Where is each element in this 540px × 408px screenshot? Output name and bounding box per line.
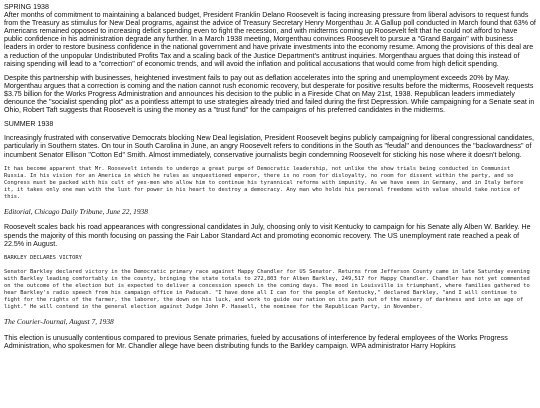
section-heading-summer: SUMMER 1938 — [4, 120, 54, 129]
section-heading-spring: SPRING 1938 — [4, 3, 49, 11]
paragraph-spring-1: After months of commitment to maintaining a balanced budget, President Franklin Delano Roosevelt is facing increasing pressure from liberal advisors to request funds from the Treasury as stimulus for New Deal programs, against the advice of Treasury Secretary Henry Morgenthau Jr. A Gallup poll conducted in March found that 63% of Americans remained opposed to increasing deficit spending even to fight the recession, and with midterms coming up Roosevelt felt that he could not afford to have public confidence in his administration degrade any further. In a March 1938 meeting, Morgenthau convinces Roosevelt to pursue a "Grand Bargain" with business leaders in order to restore business confidence in the national government and have private investments into the economy resume. Among the provisions of this deal are a reduction of the unpopular Undistributed Profits Tax and a scaling back of the Justice Department's antitrust inquiries. Morgenthau argues that doing this instead of raising spending will lead to a "correction" of economic trends, and will avoid the inflation and political accusations that would come from high deficit spending. — [4, 11, 536, 68]
paragraph-summer-2: Roosevelt scales back his road appearances with congressional candidates in July, choosing only to visit Kentucky to campaign for his Senate ally Alben W. Barkley. He spends the majority of this month focusing on passing the Fair Labor Standard Act and promoting economic recovery. The US unemployment rate reached a peak of 22.5% in August. — [4, 223, 531, 248]
paragraph-summer-1: Increasingly frustrated with conservative Democrats blocking New Deal legislation, President Roosevelt begins publicly campaigning for liberal congressional candidates, particularly in Southern states. On tour in South Carolina in June, an angry Roosevelt refers to conditions in the South as "feudal" and denounces the "backwardness" of incumbent Senator Ellison "Cotton Ed" Smith. Almost immediately, conservative journalists begin condemning Roosevelt for sticking his nose where it doesn't belong. — [4, 134, 534, 159]
quote-courier-journal: Senator Barkley declared victory in the Democratic primary race against Happy Chandler for US Senator. Returns from Jefferson County came in late Saturday evening with Barkley leading comfortably in the county, bringing the state totals to 272,803 for Alben Barkley, 249,517 for Happy Chandler. Chandler has not yet commented on the outcome of the election but is expected to deliver a concession speech in the coming days. The mood in Louisville is triumphant, where families gathered to hear Barkley's radio speech from his campaign office in Paducah. "I have done all I can for the people of Kentucky," declared Barkley, "and I will continue to fight for the rights of the farmer, the laborer, the down on his luck, and work to guide our nation on its path out of the misery of darkness and into an age of light." He will contend in the general election against Judge John P. Haswell, the nominee for the Republican Party, in November. — [4, 268, 530, 311]
quote-tribune-editorial: It has become apparent that Mr. Roosevelt intends to undergo a great purge of Democratic leadership, not unlike the show trials being conducted in Communist Russia. In his vision for an America in which he rules as unquestioned emperor, there is no room for disloyalty, no room for dissent within the party, and so Congress must be packed with his cult of yes-men who allow him to continue his tyrannical reforms with impunity. As we have seen in Germany, and in Italy before it, it takes only one man with the lust for power in his heart to destroy a democracy. Any man who holds his personal freedoms with value should take notice of this. — [4, 165, 524, 200]
headline-barkley: BARKLEY DECLARES VICTORY — [4, 254, 82, 261]
paragraph-spring-2: Despite this partnership with businesses, heightened investment fails to pay out as deflation accelerates into the spring and unemployment exceeds 20% by May. Morgenthau argues that a correction is coming and the nation cannot rush economic recovery, but desperate for positive results before the midterms, Roosevelt requests $3.75 billion for the Works Progress Administration and announces his decision to the public in a Fireside Chat on May 21st, 1938. Republican leaders immediately denounce the "socialist spending plot" as a pointless attempt to use strategies already tried and failed during the first Depression. While campaigning for a Senate seat in Ohio, Robert Taft suggests that Roosevelt is using the money as a "trust fund" for the campaigns of his preferred candidates in the midterms. — [4, 73, 535, 115]
paragraph-summer-3: This election is unusually contentious compared to previous Senate primaries, fueled by accusations of interference by federal employees of the Works Progress Administration, who spokesmen for Mr. Chandler allege have been distributing funds to the Barkley campaign. WPA administrator Harry Hopkins — [4, 333, 508, 350]
citation-courier: The Courier-Journal, August 7, 1938 — [4, 317, 114, 327]
citation-tribune: Editorial, Chicago Daily Tribune, June 22, 1938 — [4, 207, 148, 217]
